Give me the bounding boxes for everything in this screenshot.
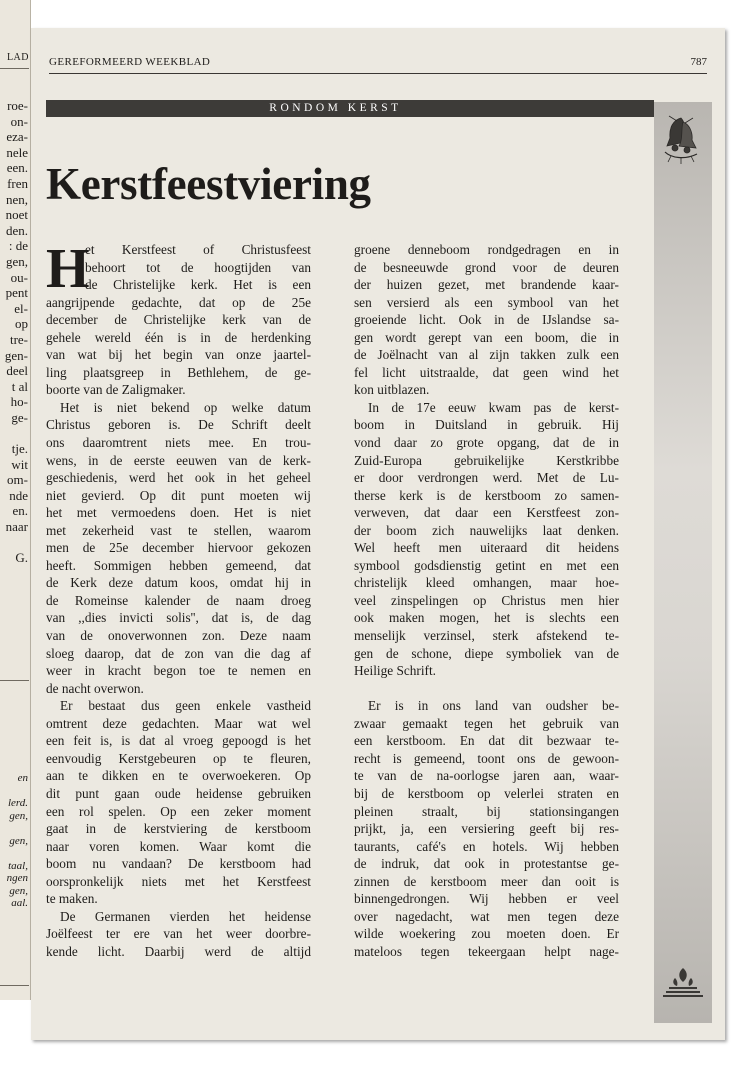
previous-page-fragment bbox=[0, 425, 28, 441]
page-number: 787 bbox=[690, 56, 707, 68]
previous-page-fragment: tre- bbox=[9, 331, 28, 347]
text-line: veel zinspelingen op Christus men hier bbox=[354, 592, 619, 608]
text-line: naar voren komen. Waar komt die bbox=[46, 838, 311, 854]
text-line: prijkt, ja, een versiering geeft bij res- bbox=[354, 821, 619, 837]
text-line: de Romeinse kalender de naam droeg bbox=[46, 592, 311, 608]
text-line: menselijk verzinsel, sterk afstekend te- bbox=[354, 628, 619, 644]
text-line: Er is in ons land van oudsher be- bbox=[368, 698, 619, 714]
text-line: dit punt gaan oude heidense gebruiken bbox=[46, 785, 311, 801]
article-column-right bbox=[354, 241, 619, 960]
previous-page-fragment: om- bbox=[7, 472, 28, 488]
previous-page-italic-fragment: gen, bbox=[9, 809, 28, 822]
text-line: Joëlfeest ter ere van het weer doorbre- bbox=[46, 926, 311, 942]
text-line: Heilige Schrift. bbox=[354, 663, 436, 679]
text-line: te maken. bbox=[46, 891, 98, 907]
previous-page-bottom-rule bbox=[0, 985, 29, 986]
previous-page-header-rule bbox=[0, 68, 29, 69]
text-line: der huizen gezet, met brandende kaar- bbox=[354, 277, 619, 293]
text-line: ons daaromtrent niets mee. En trou- bbox=[46, 435, 311, 451]
previous-page-fragment: den. bbox=[5, 222, 28, 238]
text-line: ling plaatsgreep in Bethlehem, de ge- bbox=[46, 364, 311, 380]
text-line: met zekerheid vast te stellen, waarom bbox=[46, 522, 311, 538]
text-line: De Germanen vierden het heidense bbox=[60, 908, 311, 924]
text-line: Er bestaat dus geen enkele vastheid bbox=[60, 698, 311, 714]
previous-page-fragment: wit bbox=[11, 456, 28, 472]
text-line: de indruk, dat ook in protestantse ge- bbox=[354, 856, 619, 872]
text-line: groene denneboom rondgedragen en in bbox=[354, 242, 619, 257]
text-line: gehele wereld één is in de herdenking bbox=[46, 329, 311, 345]
text-line: pleinen straalt, bij stationsingangen bbox=[354, 803, 619, 819]
text-line: de Kerk deze datum koos, omdat hij in bbox=[46, 575, 311, 591]
text-line: christelijk kleed omhangen, maar hoe- bbox=[354, 575, 619, 591]
text-line: een feit is, is dat al vroeg gepoogd is het bbox=[46, 733, 311, 749]
text-line: zwaar gemaakt tegen het gebruik van bbox=[354, 715, 619, 731]
text-line: Het is niet bekend op welke datum bbox=[60, 399, 311, 415]
previous-page-fragment: roe- bbox=[7, 98, 28, 113]
previous-page-fragment: ho- bbox=[10, 394, 28, 410]
previous-page-fragment: el- bbox=[14, 300, 28, 316]
previous-page-fragment: deel bbox=[6, 363, 28, 379]
article-column-left bbox=[46, 238, 311, 960]
text-line: verweven, dat daar een Kerstfeest zon- bbox=[354, 505, 619, 521]
text-line: therse kerk is de kerstboom zo samen- bbox=[354, 487, 619, 503]
text-line: kende licht. Daarbij werd de altijd bbox=[46, 943, 311, 959]
header-rule bbox=[49, 73, 707, 74]
text-line: bij de kerstboom op velerlei straten en bbox=[354, 785, 619, 801]
drop-cap: H bbox=[46, 238, 90, 300]
previous-page-fragment: pent bbox=[5, 285, 28, 301]
text-line: wens, in de eerste eeuwen van de kerk- bbox=[46, 452, 311, 468]
text-line: geschiedenis, werd het ook in het geheel bbox=[46, 470, 311, 486]
previous-page-fragment: ou- bbox=[10, 269, 28, 285]
previous-page-fragment: on- bbox=[10, 113, 28, 129]
text-line: binnengedrongen. Wij hebben er veel bbox=[354, 891, 619, 907]
previous-page-fragment: eza- bbox=[6, 129, 28, 145]
text-line: behoort tot de hoogtijden van bbox=[85, 259, 311, 275]
text-line: van wat bij het begin van onze jaartel- bbox=[46, 347, 311, 363]
text-line: gen de schone, diepe symboliek van de bbox=[354, 645, 619, 661]
previous-page-fragment: ge- bbox=[11, 409, 28, 425]
previous-page-fragment: G. bbox=[15, 550, 28, 566]
text-line: sloeg daarop, dat de zon van die dag af bbox=[46, 645, 311, 661]
text-line: van ,,dies invicti solis'', dat is, de dag bbox=[46, 610, 311, 626]
previous-page-italic-fragment bbox=[0, 847, 28, 860]
text-line: te van de na-oorlogse jaren aan, waar- bbox=[354, 768, 619, 784]
previous-page-italic-fragment: gen, bbox=[9, 834, 28, 847]
previous-page-fragment: en. bbox=[12, 503, 28, 519]
text-line: Wel heeft men uiteraard dit heidens bbox=[354, 540, 619, 556]
category-banner-extension bbox=[625, 100, 654, 117]
previous-page-fragment: naar bbox=[5, 519, 28, 535]
page-header bbox=[49, 56, 707, 72]
text-line: boorte van de Zaligmaker. bbox=[46, 382, 186, 398]
text-line: december de Christelijke kerk van de bbox=[46, 312, 311, 328]
church-emblem-icon bbox=[661, 966, 705, 1000]
previous-page-italic-fragment: taal, bbox=[8, 859, 28, 872]
previous-page-italic-fragment bbox=[0, 785, 28, 798]
text-line: weer in kracht begon toe te nemen en bbox=[46, 663, 311, 679]
previous-page-fragment: nele bbox=[6, 144, 28, 160]
text-line: vond daar zo grote opgang, dat de in bbox=[354, 435, 619, 451]
previous-page-edge bbox=[0, 0, 31, 1000]
previous-page-fragment: nde bbox=[9, 487, 28, 503]
previous-page-fragment: nen, bbox=[5, 191, 28, 207]
previous-page-fragment bbox=[0, 535, 28, 551]
text-line: men de 25e december hiervoor gekozen bbox=[46, 540, 311, 556]
decorative-side-band bbox=[654, 102, 712, 1023]
running-title: GEREFORMEERD WEEKBLAD bbox=[49, 56, 211, 68]
text-line: over nagedacht, wat men tegen deze bbox=[354, 908, 619, 924]
text-line: een kerstboom. En dat dit bezwaar te- bbox=[354, 733, 619, 749]
text-line: Zuid-Europa gebruikelijke Kerstkribbe bbox=[354, 452, 619, 468]
paragraph-gap bbox=[354, 680, 619, 698]
previous-page-italic-fragment: aal. bbox=[11, 897, 28, 909]
text-line: heeft. Sommigen hebben gemeend, dat bbox=[46, 557, 311, 573]
text-line: omtrent deze gedachten. Maar wat wel bbox=[46, 715, 311, 731]
previous-page-fragment: noet bbox=[5, 207, 28, 223]
previous-page-italic-fragments bbox=[0, 772, 28, 910]
previous-page-fragment: : de bbox=[8, 238, 28, 254]
text-line: niet gevierd. Op dit punt moeten wij bbox=[46, 487, 311, 503]
previous-page-italic-fragment bbox=[0, 822, 28, 835]
text-line: der boom zich nauwelijks laat denken. bbox=[354, 522, 619, 538]
text-line: et Kerstfeest of Christusfeest bbox=[85, 242, 311, 257]
magazine-page bbox=[31, 28, 725, 1040]
previous-page-text-fragments bbox=[0, 98, 28, 566]
text-line: wilde woekering zou moeten doen. Er bbox=[354, 926, 619, 942]
previous-page-fragment: t al bbox=[11, 378, 28, 394]
previous-page-header-fragment: LAD bbox=[6, 52, 29, 63]
text-line: de besneeuwde grond voor de deuren bbox=[354, 259, 619, 275]
text-line: de Joëlnacht van al zijn takken zulk een bbox=[354, 347, 619, 363]
text-line: aangrijpende gedachte, dat op de 25e bbox=[46, 294, 311, 310]
previous-page-italic-fragment: gen, bbox=[9, 884, 28, 897]
text-line: de Christelijke kerk. Het is een bbox=[85, 277, 311, 293]
previous-page-divider bbox=[0, 680, 29, 681]
text-line: gaat in de kerstviering de kerstboom bbox=[46, 821, 311, 837]
previous-page-fragment: tje. bbox=[11, 441, 28, 457]
text-line: symbool godsdienstig getint en met een bbox=[354, 557, 619, 573]
text-line: zinnen de kerstboom meer dan ooit is bbox=[354, 873, 619, 889]
previous-page-fragment: fren bbox=[7, 175, 28, 191]
text-line: er door verdrongen werd. Met de Lu- bbox=[354, 470, 619, 486]
text-line: recht is gemeend, toont ons de gewoon- bbox=[354, 750, 619, 766]
text-line: mateloos tegen tekeergaan helpt nage- bbox=[354, 943, 619, 959]
text-line: van de onoverwonnen zon. Deze naam bbox=[46, 628, 311, 644]
text-line: aan te dikken en te overwoekeren. Op bbox=[46, 768, 311, 784]
text-line: sen versierd als een symbool van het bbox=[354, 294, 619, 310]
category-banner: RONDOM KERST bbox=[46, 100, 625, 117]
text-line: kon uitblazen. bbox=[354, 382, 430, 398]
previous-page-fragment: een. bbox=[6, 160, 28, 176]
previous-page-fragment: gen- bbox=[4, 347, 28, 363]
previous-page-italic-fragment: en bbox=[17, 772, 28, 784]
previous-page-italic-fragment: ngen bbox=[6, 872, 28, 884]
christmas-bells-icon bbox=[659, 112, 703, 164]
text-line: de nacht overwon. bbox=[46, 680, 144, 696]
text-line: ook maken mogen, het is slechts een bbox=[354, 610, 619, 626]
previous-page-fragment: op bbox=[15, 316, 28, 332]
previous-page-italic-fragment: lerd. bbox=[7, 797, 28, 809]
article-title: Kerstfeestviering bbox=[46, 159, 371, 209]
text-line: taurants, café's en hotels. Wij hebben bbox=[354, 838, 619, 854]
text-line: Christus geboren is. De Schrift deelt bbox=[46, 417, 311, 433]
text-line: groeiende licht. Ook in de IJslandse sa- bbox=[354, 312, 619, 328]
text-line: gen wordt gerept van een boom, die in bbox=[354, 329, 619, 345]
text-line: fel licht uitstraalde, dat geen wind het bbox=[354, 364, 619, 380]
text-line: het met vermoedens doen. Het is niet bbox=[46, 505, 311, 521]
text-line: eenvoudig Kerstgebeuren op te fleuren, bbox=[46, 750, 311, 766]
text-line: In de 17e eeuw kwam pas de kerst- bbox=[368, 399, 619, 415]
text-line: oorspronkelijk niets met het Kerstfeest bbox=[46, 873, 311, 889]
text-line: boom nu vandaan? De kerstboom had bbox=[46, 856, 311, 872]
text-line: boom in Duitsland in gebruik. Hij bbox=[354, 417, 619, 433]
previous-page-fragment: gen, bbox=[5, 253, 28, 269]
text-line: een rol spelen. Op een zeker moment bbox=[46, 803, 311, 819]
